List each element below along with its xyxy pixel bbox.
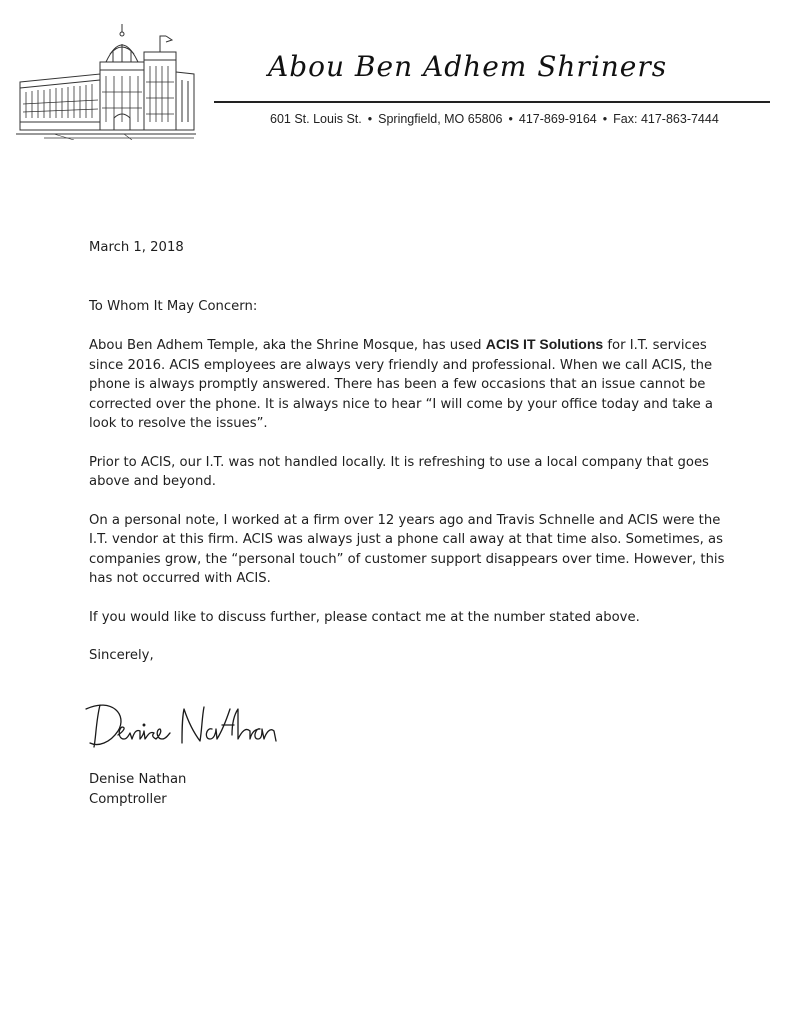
letter-paragraph-1 — [89, 335, 729, 434]
address-separator: • — [367, 112, 373, 126]
address-line — [270, 112, 719, 126]
handwritten-signature — [82, 695, 282, 757]
paragraph-1-text-continued: for I.T. services since 2016. ACIS employees are always very friendly and professional. When we call ACIS, the phone is always promptly answered. There has been a few occasions that an issue cannot be corrected over the phone. It is always nice to hear “I will come by your office today and take a look to resolve the issues”. — [89, 338, 714, 431]
letterhead-divider — [214, 101, 770, 103]
address-separator: • — [602, 112, 608, 126]
letter-date: March 1, 2018 — [89, 240, 184, 255]
paragraph-1-text: Abou Ben Adhem Temple, aka the Shrine Mosque, has used — [89, 338, 486, 353]
signer-title: Comptroller — [89, 792, 167, 807]
address-fax: Fax: 417-863-7444 — [613, 112, 719, 126]
letter-paragraph-4: If you would like to discuss further, please contact me at the number stated above. — [89, 609, 640, 625]
address-phone: 417-869-9164 — [518, 112, 597, 126]
address-street: 601 St. Louis St. — [270, 112, 362, 126]
letterhead — [0, 0, 792, 150]
letter-paragraph-3: On a personal note, I worked at a firm over 12 years ago and Travis Schnelle and ACIS were the I.T. vendor at this firm. ACIS was always just a phone call away at that time also. Sometimes, as companies grow, the “personal touch” of customer support disappears over time. However, this has not occurred with ACIS. — [89, 512, 725, 586]
organization-name: Abou Ben Adhem Shriners — [268, 50, 668, 83]
letter-closing: Sincerely, — [89, 648, 154, 663]
letter-salutation: To Whom It May Concern: — [89, 298, 258, 314]
building-illustration-icon — [14, 22, 198, 140]
letter-paragraph-2: Prior to ACIS, our I.T. was not handled locally. It is refreshing to use a local company that goes above and beyond. — [89, 454, 709, 489]
address-separator: • — [508, 112, 513, 126]
address-city: Springfield, MO 65806 — [378, 112, 503, 126]
letter-body — [89, 238, 729, 685]
company-name-emphasis: ACIS IT Solutions — [485, 336, 604, 352]
signature-block — [89, 770, 186, 810]
signer-name: Denise Nathan — [89, 772, 187, 787]
